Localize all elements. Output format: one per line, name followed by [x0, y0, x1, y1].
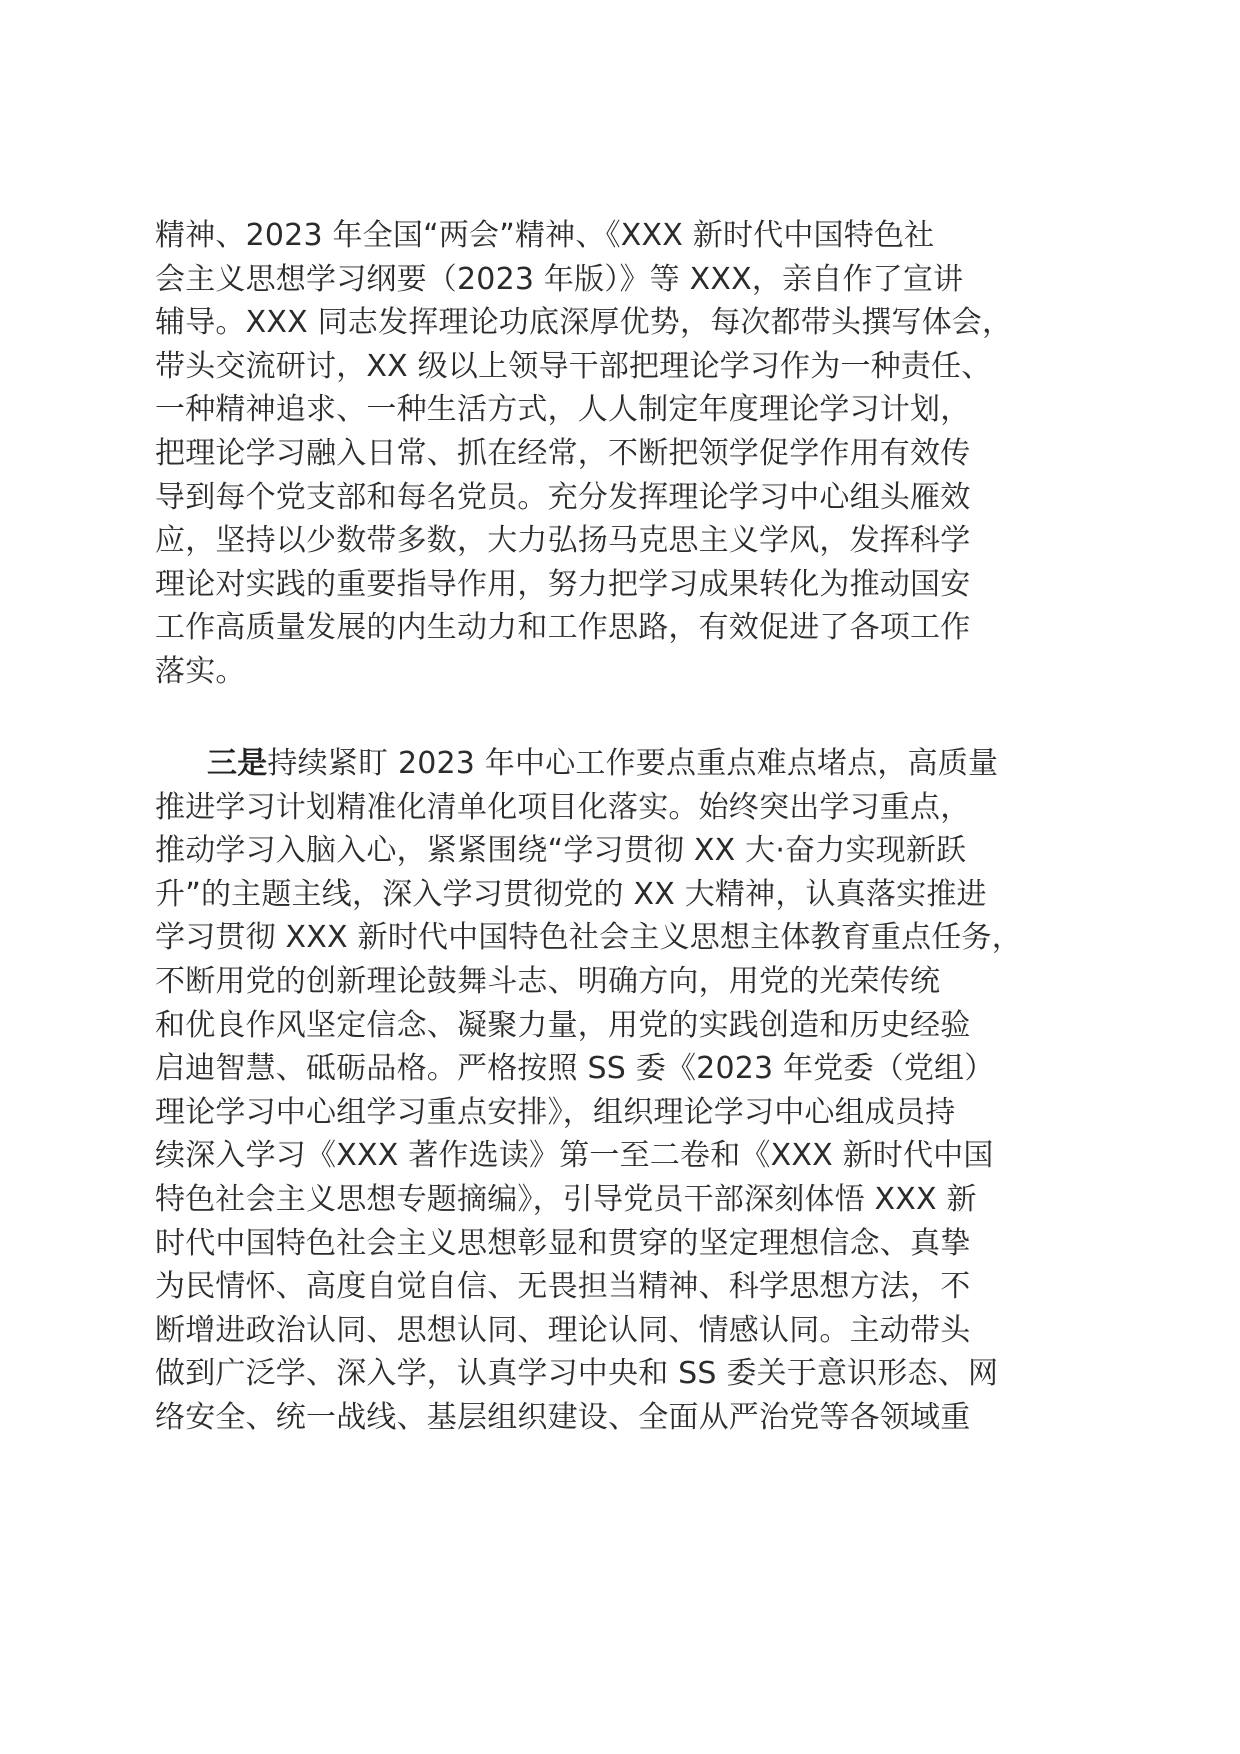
text-line: 特色社会主义思想专题摘编》，引导党员干部深刻体悟 XXX 新 [155, 1181, 977, 1217]
text-line: 和优良作风坚定信念、凝聚力量，用党的实践创造和历史经验 [155, 1007, 971, 1043]
paragraph-first-line [155, 742, 1115, 786]
text-line: 推进学习计划精准化清单化项目化落实。始终突出学习重点， [155, 789, 971, 825]
text-line: 推动学习入脑入心，紧紧围绕“学习贯彻 XX 大·奋力实现新跃 [155, 833, 967, 869]
text-line: 精神、2023 年全国“两会”精神、《XXX 新时代中国特色社 [155, 218, 935, 253]
text-line: 导到每个党支部和每名党员。充分发挥理论学习中心组头雁效 [155, 479, 971, 515]
text-line: 启迪智慧、砥砺品格。严格按照 SS 委《2023 年党委（党组） [155, 1051, 995, 1087]
text-line: 落实。 [155, 653, 246, 689]
text-line: 做到广泛学、深入学，认真学习中央和 SS 委关于意识形态、网 [155, 1356, 999, 1392]
paragraph-third-point [155, 742, 1115, 1440]
text-line: 为民情怀、高度自觉自信、无畏担当精神、科学思想方法，不 [155, 1269, 971, 1305]
text-line: 会主义思想学习纲要（2023 年版）》等 XXX，亲自作了宣讲 [155, 261, 964, 297]
paragraph-continued [155, 214, 1115, 694]
text-line: 应，坚持以少数带多数，大力弘扬马克思主义学风，发挥科学 [155, 523, 971, 559]
text-line: 不断用党的创新理论鼓舞斗志、明确方向，用党的光荣传统 [155, 963, 941, 999]
text-line-rest: 持续紧盯 2023 年中心工作要点重点难点堵点，高质量 [267, 746, 999, 781]
text-line: 时代中国特色社会主义思想彰显和贯穿的坚定理想信念、真挚 [155, 1225, 971, 1261]
text-line: 把理论学习融入日常、抓在经常，不断把领学促学作用有效传 [155, 435, 971, 471]
text-line: 带头交流研讨，XX 级以上领导干部把理论学习作为一种责任、 [155, 348, 992, 384]
text-line: 络安全、统一战线、基层组织建设、全面从严治党等各领域重 [155, 1399, 971, 1435]
text-line: 工作高质量发展的内生动力和工作思路，有效促进了各项工作 [155, 610, 971, 646]
text-line: 理论学习中心组学习重点安排》，组织理论学习中心组成员持 [155, 1094, 956, 1130]
text-line: 学习贯彻 XXX 新时代中国特色社会主义思想主体教育重点任务， [155, 920, 1022, 956]
text-line: 理论对实践的重要指导作用，努力把学习成果转化为推动国安 [155, 566, 971, 602]
paragraph-lead-label: 三是 [207, 746, 268, 781]
text-line: 断增进政治认同、思想认同、理论认同、情感认同。主动带头 [155, 1312, 971, 1348]
text-line: 升”的主题主线，深入学习贯彻党的 XX 大精神，认真落实推进 [155, 876, 987, 912]
text-line: 一种精神追求、一种生活方式，人人制定年度理论学习计划， [155, 392, 971, 428]
text-line: 辅导。XXX 同志发挥理论功底深厚优势，每次都带头撰写体会， [155, 305, 1013, 341]
text-line: 续深入学习《XXX 著作选读》第一至二卷和《XXX 新时代中国 [155, 1138, 994, 1174]
